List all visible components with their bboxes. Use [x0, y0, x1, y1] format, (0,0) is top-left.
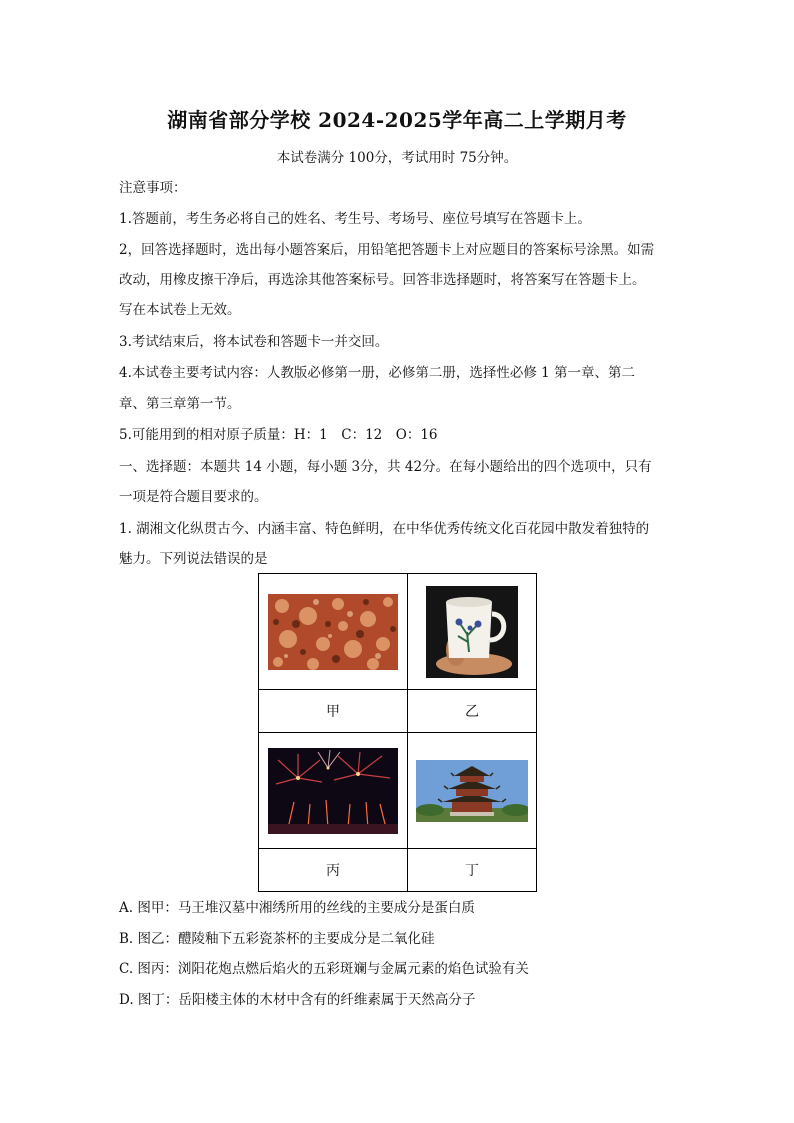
note-line: 写在本试卷上无效。: [119, 302, 241, 318]
note-line: 章、第三章第一节。: [119, 396, 241, 412]
teacup-image: [426, 586, 518, 678]
figure-ding-cell: [408, 733, 537, 849]
note-line: 改动，用橡皮擦干净后，再选涂其他答案标号。回答非选择题时，将答案写在答题卡上。: [119, 272, 646, 288]
note-line: 4.本试卷主要考试内容：人教版必修第一册，必修第二册，选择性必修 1 第一章、第二: [119, 365, 636, 381]
figure-yi-cell: [408, 574, 537, 690]
notes-heading: 注意事项：: [119, 180, 187, 196]
option-a: A. 图甲：马王堆汉墓中湘绣所用的丝线的主要成分是蛋白质: [119, 900, 475, 916]
yueyang-tower-image: [416, 760, 528, 822]
option-c: C. 图丙：浏阳花炮点燃后焰火的五彩斑斓与金属元素的焰色试验有关: [119, 961, 529, 977]
note-line: 5.可能用到的相对原子质量：H：1 C：12 O：16: [119, 427, 438, 443]
figure-label-jia: 甲: [259, 690, 408, 733]
figure-label-yi: 乙: [408, 690, 537, 733]
figure-jia-cell: [259, 574, 408, 690]
figure-table: [258, 573, 537, 892]
fireworks-image: [268, 748, 398, 834]
embroidery-image: [268, 594, 398, 670]
question-stem: 1. 湖湘文化纵贯古今、内涵丰富、特色鲜明，在中华优秀传统文化百花园中散发着独特的: [119, 521, 650, 537]
section-heading-cont: 一项是符合题目要求的。: [119, 489, 268, 505]
figure-bing-cell: [259, 733, 408, 849]
option-b: B. 图乙：醴陵釉下五彩瓷茶杯的主要成分是二氧化硅: [119, 931, 435, 947]
exam-subtitle: 本试卷满分 100分，考试用时 75分钟。: [276, 150, 518, 166]
note-line: 2，回答选择题时，选出每小题答案后，用铅笔把答题卡上对应题目的答案标号涂黑。如需: [119, 242, 655, 258]
figure-label-ding: 丁: [408, 849, 537, 892]
note-line: 1.答题前，考生务必将自己的姓名、考生号、考场号、座位号填写在答题卡上。: [119, 211, 591, 227]
figure-label-bing: 丙: [259, 849, 408, 892]
option-d: D. 图丁：岳阳楼主体的木材中含有的纤维素属于天然高分子: [119, 992, 476, 1008]
question-stem-cont: 魅力。下列说法错误的是: [119, 551, 268, 567]
exam-title: 湖南省部分学校 2024-2025学年高二上学期月考: [167, 108, 627, 132]
section-heading: 一、选择题：本题共 14 小题，每小题 3分，共 42分。在每小题给出的四个选项中，只有: [119, 459, 652, 475]
note-line: 3.考试结束后，将本试卷和答题卡一并交回。: [119, 334, 389, 350]
